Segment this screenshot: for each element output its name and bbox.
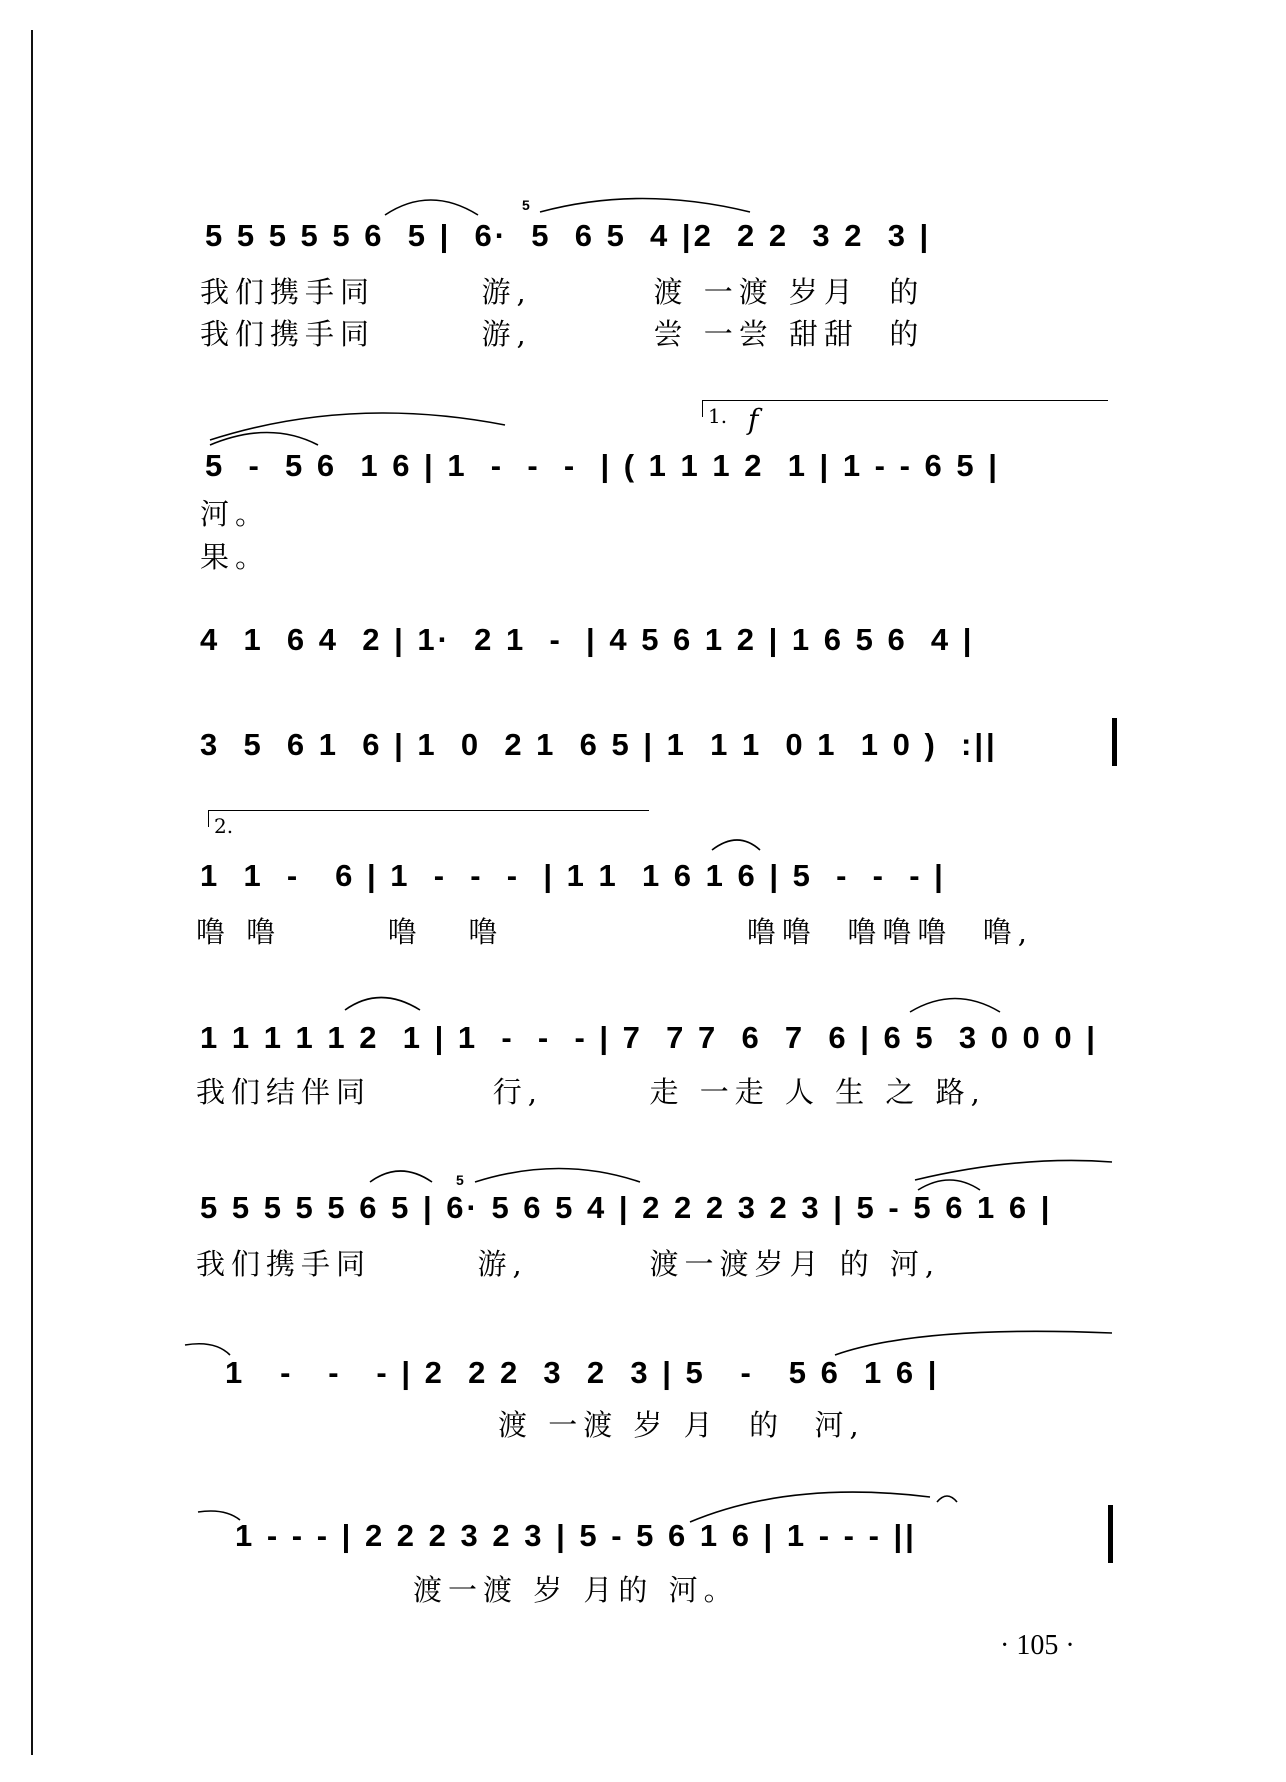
- first-ending-bracket: [702, 400, 1108, 417]
- notation-system-6: 1 1 1 1 1 2 1 | 1 - - - | 7 7 7 6 7 6 | 6 5 3 0 0 0 |: [200, 1020, 1098, 1055]
- slur: [385, 200, 478, 215]
- grace-note: 5: [456, 1172, 464, 1188]
- lyric-line-1: 我们结伴同 行, 走 一走 人 生 之 路,: [196, 1075, 986, 1109]
- slur: [370, 1171, 432, 1182]
- final-barline: [1108, 1505, 1113, 1563]
- page-number: · 105 ·: [1000, 1630, 1075, 1661]
- lyric-line-2: 果。: [200, 540, 271, 574]
- lyric-line-1: 渡一渡 岁 月的 河。: [413, 1573, 739, 1607]
- lyric-line-1: 渡 一渡 岁 月 的 河,: [498, 1408, 865, 1442]
- notation-system-2: 5 - 5 6 1 6 | 1 - - - | ( 1 1 1 2 1 | 1 - - 6 5 |: [205, 448, 1000, 483]
- lyric-line-2: 我们携手同 游, 尝 一尝 甜甜 的: [200, 317, 925, 351]
- notation-system-4: 3 5 6 1 6 | 1 0 2 1 6 5 | 1 1 1 0 1 1 0 ) :||: [200, 727, 998, 762]
- fermata: [937, 1496, 957, 1502]
- first-ending-label: 1.: [708, 404, 728, 428]
- second-ending-bracket: [208, 810, 649, 827]
- slur: [918, 1180, 980, 1190]
- notation-system-3: 4 1 6 4 2 | 1· 2 1 - | 4 5 6 1 2 | 1 6 5 6 4 |: [200, 622, 975, 657]
- repeat-end-barline: [1112, 718, 1117, 766]
- slur: [198, 1511, 240, 1520]
- binding-margin-line: [31, 30, 33, 1755]
- slur: [210, 413, 505, 440]
- slur: [210, 433, 318, 446]
- lyric-line-1: 噜 噜 噜 噜 噜噜 噜噜噜 噜,: [196, 915, 1033, 949]
- lyric-line-1: 河。: [200, 497, 271, 531]
- grace-note: 5: [522, 197, 530, 213]
- notation-system-5: 1 1 - 6 | 1 - - - | 1 1 1 6 1 6 | 5 - - - |: [200, 858, 946, 893]
- notation-system-9: 1 - - - | 2 2 2 3 2 3 | 5 - 5 6 1 6 | 1 - - - ||: [235, 1518, 917, 1553]
- slur: [915, 1160, 1112, 1180]
- lyric-line-1: 我们携手同 游, 渡一渡岁月 的 河,: [196, 1247, 941, 1281]
- notation-system-7: 5 5 5 5 5 6 5 | 6· 5 6 5 4 | 2 2 2 3 2 3 | 5 - 5 6 1 6 |: [200, 1190, 1053, 1225]
- notation-system-1: 5 5 5 5 5 6 5 | 6· 5 6 5 4 |2 2 2 3 2 3 |: [205, 218, 932, 253]
- slur: [910, 999, 1000, 1013]
- slur: [185, 1344, 230, 1355]
- second-ending-label: 2.: [214, 814, 234, 838]
- slur: [712, 840, 760, 850]
- slur: [540, 199, 750, 213]
- notation-system-8: 1 - - - | 2 2 2 3 2 3 | 5 - 5 6 1 6 |: [225, 1355, 940, 1390]
- slur: [345, 998, 420, 1011]
- slur: [475, 1169, 640, 1183]
- slur: [835, 1331, 1112, 1355]
- lyric-line-1: 我们携手同 游, 渡 一渡 岁月 的: [200, 275, 925, 309]
- dynamic-mark: f: [748, 403, 759, 436]
